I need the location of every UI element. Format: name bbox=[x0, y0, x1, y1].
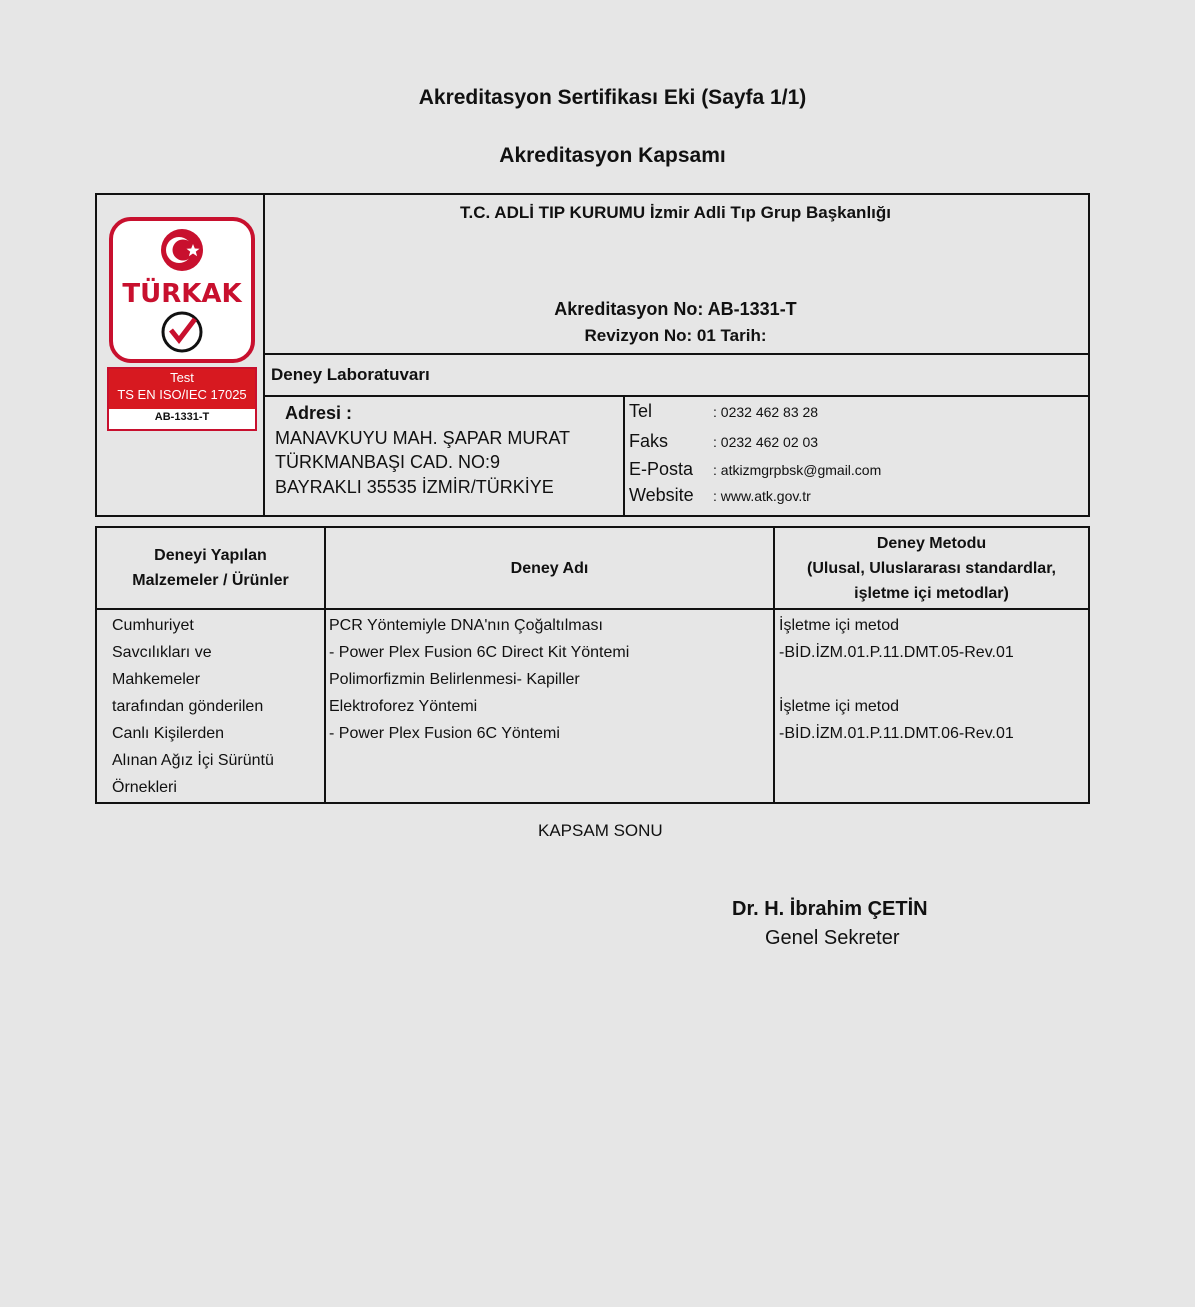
material-line: Mahkemeler bbox=[112, 671, 201, 688]
organization-block bbox=[263, 195, 1088, 355]
contact-cell bbox=[625, 395, 1087, 515]
document-title: Akreditasyon Sertifikası Eki (Sayfa 1/1) bbox=[418, 86, 807, 109]
accreditation-strip bbox=[107, 367, 257, 431]
test-line: - Power Plex Fusion 6C Direct Kit Yöntemi bbox=[329, 644, 630, 661]
method-cell bbox=[779, 612, 1079, 747]
organization-name: T.C. ADLİ TIP KURUMU İzmir Adli Tıp Grup Başkanlığı bbox=[459, 203, 891, 222]
web-value: : www.atk.gov.tr bbox=[713, 488, 811, 504]
method-header-line: (Ulusal, Uluslararası standardlar, bbox=[807, 559, 1056, 577]
document-subtitle: Akreditasyon Kapsamı bbox=[499, 144, 726, 167]
lab-type-row bbox=[263, 353, 1088, 397]
strip-test-label: Test bbox=[170, 370, 194, 385]
tel-label: Tel bbox=[629, 401, 653, 421]
turkak-wordmark: TÜRKAK bbox=[122, 279, 242, 309]
scope-end-label: KAPSAM SONU bbox=[538, 821, 663, 840]
scope-table bbox=[95, 526, 1090, 804]
material-line: tarafından gönderilen bbox=[112, 698, 264, 715]
fax-label: Faks bbox=[629, 431, 669, 451]
contact-web-row bbox=[629, 485, 1069, 511]
method-header-line: işletme içi metodlar) bbox=[854, 584, 1009, 602]
address-cell bbox=[263, 395, 625, 515]
test-line: Polimorfizmin Belirlenmesi- Kapiller bbox=[329, 671, 580, 688]
materials-header bbox=[97, 528, 324, 608]
logo-cell bbox=[97, 195, 265, 515]
tel-value: : 0232 462 83 28 bbox=[713, 404, 819, 420]
method-header bbox=[775, 528, 1088, 608]
materials-cell bbox=[112, 612, 317, 801]
contact-email-row bbox=[629, 459, 1069, 485]
contact-fax-row bbox=[629, 431, 1069, 457]
test-name-header: Deney Adı bbox=[510, 559, 589, 577]
materials-header-line: Deneyi Yapılan bbox=[154, 547, 267, 564]
revision-number: Revizyon No: 01 Tarih: bbox=[584, 326, 767, 345]
web-label: Website bbox=[629, 485, 694, 505]
method-line: İşletme içi metod bbox=[779, 698, 900, 715]
method-line: İşletme içi metod bbox=[779, 617, 900, 634]
materials-header-line: Malzemeler / Ürünler bbox=[132, 572, 289, 589]
method-line: -BİD.İZM.01.P.11.DMT.06-Rev.01 bbox=[779, 725, 1014, 742]
test-line: Elektroforez Yöntemi bbox=[329, 698, 478, 715]
accreditation-number: Akreditasyon No: AB-1331-T bbox=[554, 299, 797, 319]
address-label: Adresi : bbox=[285, 403, 353, 423]
header-box bbox=[95, 193, 1090, 517]
test-line: PCR Yöntemiyle DNA'nın Çoğaltılması bbox=[329, 617, 603, 634]
lab-type: Deney Laboratuvarı bbox=[271, 365, 430, 384]
signatory-title: Genel Sekreter bbox=[765, 927, 900, 949]
turkak-logo bbox=[109, 217, 255, 363]
address-line: BAYRAKLI 35535 İZMİR/TÜRKİYE bbox=[275, 477, 554, 497]
test-line: - Power Plex Fusion 6C Yöntemi bbox=[329, 725, 560, 742]
material-line: Örnekleri bbox=[112, 779, 177, 796]
material-line: Savcılıkları ve bbox=[112, 644, 212, 661]
header-divider bbox=[97, 608, 1088, 610]
strip-red-band bbox=[109, 369, 255, 409]
material-line: Alınan Ağız İçi Sürüntü bbox=[112, 752, 274, 769]
strip-code-label: AB-1331-T bbox=[154, 411, 210, 423]
email-value: : atkizmgrpbsk@gmail.com bbox=[713, 462, 882, 478]
material-line: Canlı Kişilerden bbox=[112, 725, 225, 742]
method-header-line: Deney Metodu bbox=[876, 534, 987, 552]
email-label: E-Posta bbox=[629, 459, 694, 479]
contact-tel-row bbox=[629, 401, 1069, 427]
method-line: -BİD.İZM.01.P.11.DMT.05-Rev.01 bbox=[779, 644, 1014, 661]
test-name-cell bbox=[329, 612, 769, 747]
material-line: Cumhuriyet bbox=[112, 617, 194, 634]
signatory-name: Dr. H. İbrahim ÇETİN bbox=[732, 898, 928, 920]
address-line: MANAVKUYU MAH. ŞAPAR MURAT bbox=[275, 428, 571, 448]
address-line: TÜRKMANBAŞI CAD. NO:9 bbox=[275, 452, 501, 472]
fax-value: : 0232 462 02 03 bbox=[713, 434, 819, 450]
turkak-emblem-icon bbox=[113, 221, 251, 359]
strip-standard-label: TS EN ISO/IEC 17025 bbox=[117, 387, 247, 402]
